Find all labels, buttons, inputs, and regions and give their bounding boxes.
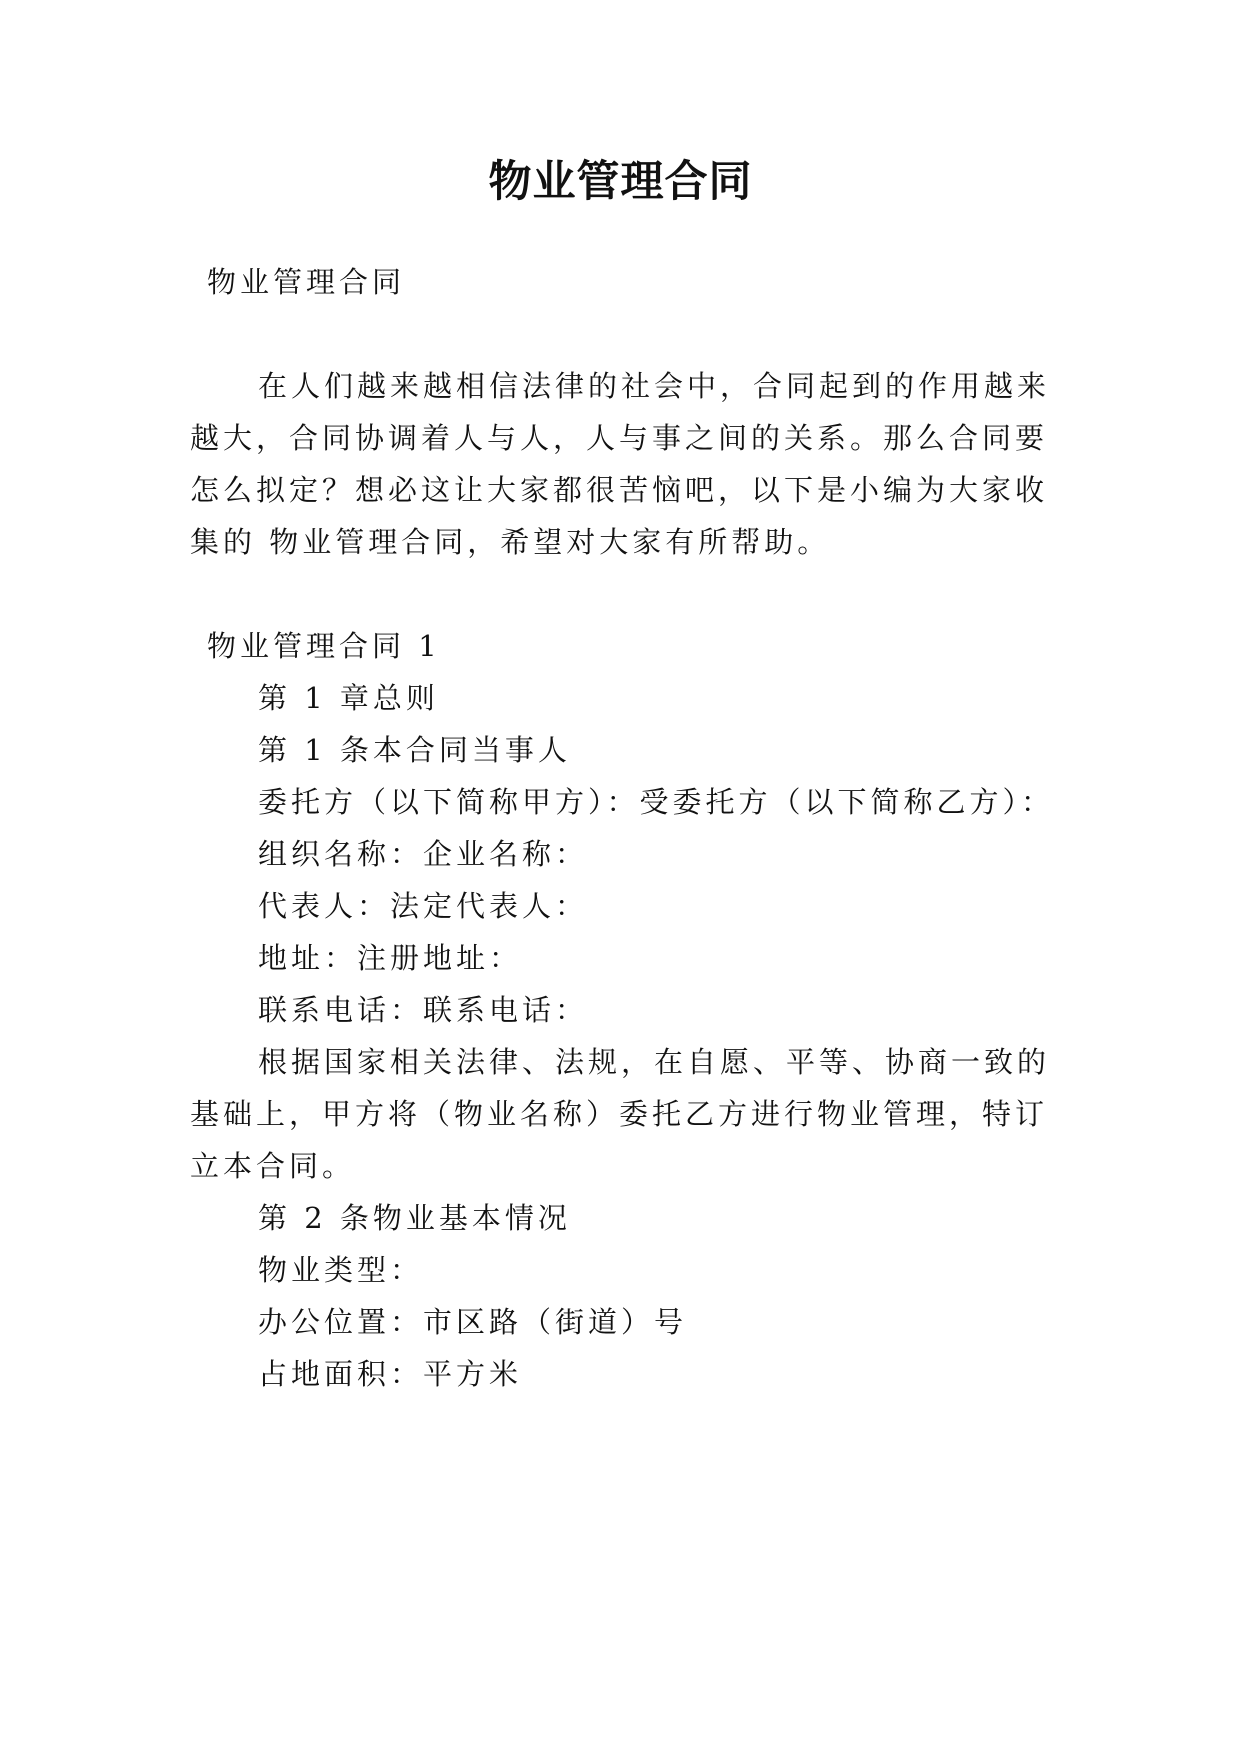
property-type-line: 物业类型： (258, 1253, 424, 1287)
article-1-heading: 第 1 条本合同当事人 (258, 733, 571, 767)
office-location-line: 办公位置：市区路（街道）号 (258, 1305, 688, 1339)
intro-line-2: 越大，合同协调着人与人，人与事之间的关系。那么合同要 (190, 421, 1049, 455)
land-area-line: 占地面积：平方米 (258, 1357, 523, 1391)
representative-line: 代表人：法定代表人： (258, 889, 589, 923)
intro-line-4: 集的 物业管理合同，希望对大家有所帮助。 (190, 525, 831, 559)
org-name-line: 组织名称：企业名称： (258, 837, 589, 871)
intro-line-3: 怎么拟定？想必这让大家都很苦恼吧，以下是小编为大家收 (190, 473, 1049, 507)
basis-line-2: 基础上，甲方将（物业名称）委托乙方进行物业管理，特订 (190, 1097, 1049, 1131)
parties-line: 委托方（以下简称甲方）：受委托方（以下简称乙方）： (258, 785, 1055, 819)
document-subtitle: 物业管理合同 (207, 265, 406, 299)
contract-heading: 物业管理合同 1 (207, 629, 441, 663)
intro-line-1: 在人们越来越相信法律的社会中，合同起到的作用越来 (258, 369, 1051, 403)
basis-line-3: 立本合同。 (190, 1149, 356, 1183)
document-title: 物业管理合同 (488, 157, 753, 207)
phone-line: 联系电话：联系电话： (258, 993, 589, 1027)
article-2-heading: 第 2 条物业基本情况 (258, 1201, 571, 1235)
address-line: 地址：注册地址： (258, 941, 523, 975)
chapter-heading: 第 1 章总则 (258, 681, 439, 715)
basis-line-1: 根据国家相关法律、法规，在自愿、平等、协商一致的 (258, 1045, 1051, 1079)
